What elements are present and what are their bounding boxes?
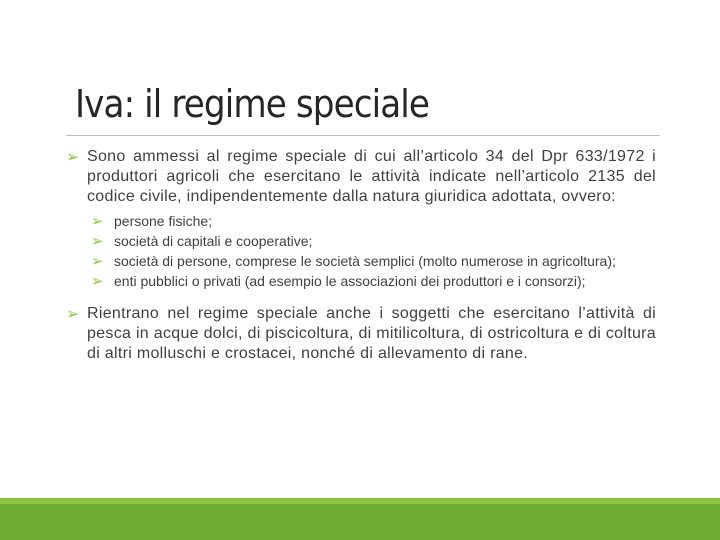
arrow-bullet-icon: ➢ bbox=[91, 232, 104, 250]
arrow-bullet-icon: ➢ bbox=[91, 252, 104, 270]
sub-bullet-item bbox=[86, 213, 656, 230]
sub-bullet-text: società di capitali e cooperative; bbox=[114, 233, 313, 249]
sub-bullet-text: enti pubblici o privati (ad esempio le associazioni dei produttori e i consorzi); bbox=[114, 273, 586, 289]
sub-bullet-text: società di persone, comprese le società semplici (molto numerose in agricoltura); bbox=[114, 253, 616, 269]
sub-bullet-item bbox=[86, 273, 656, 290]
sub-bullet-text: persone fisiche; bbox=[114, 213, 213, 229]
slide-title: Iva: il regime speciale bbox=[75, 82, 430, 126]
bullet-text: Sono ammessi al regime speciale di cui all’articolo 34 del Dpr 633/1972 i produttori agricoli che esercitano le attività indicate nell’articolo 2135 del codice civile, indipendentemente dalla natura giuridica adottata, ovvero: bbox=[87, 148, 656, 205]
sub-bullet-item bbox=[86, 253, 656, 270]
bullet-list bbox=[66, 147, 656, 364]
arrow-bullet-icon: ➢ bbox=[66, 304, 80, 323]
title-divider bbox=[66, 135, 660, 136]
sub-bullet-item bbox=[86, 233, 656, 250]
bullet-item-fishing bbox=[66, 304, 656, 364]
bullet-item-eligible bbox=[66, 147, 656, 207]
bullet-text: Rientrano nel regime speciale anche i soggetti che esercitano l’attività di pesca in acque dolci, di piscicoltura, di mitilicoltura, di ostricoltura e di coltura di altri molluschi e crostacei, nonché di allevamento di rane. bbox=[87, 305, 656, 362]
arrow-bullet-icon: ➢ bbox=[91, 212, 104, 230]
footer-bar bbox=[0, 504, 720, 540]
arrow-bullet-icon: ➢ bbox=[91, 272, 104, 290]
arrow-bullet-icon: ➢ bbox=[66, 147, 80, 166]
sub-bullet-list bbox=[66, 213, 656, 290]
